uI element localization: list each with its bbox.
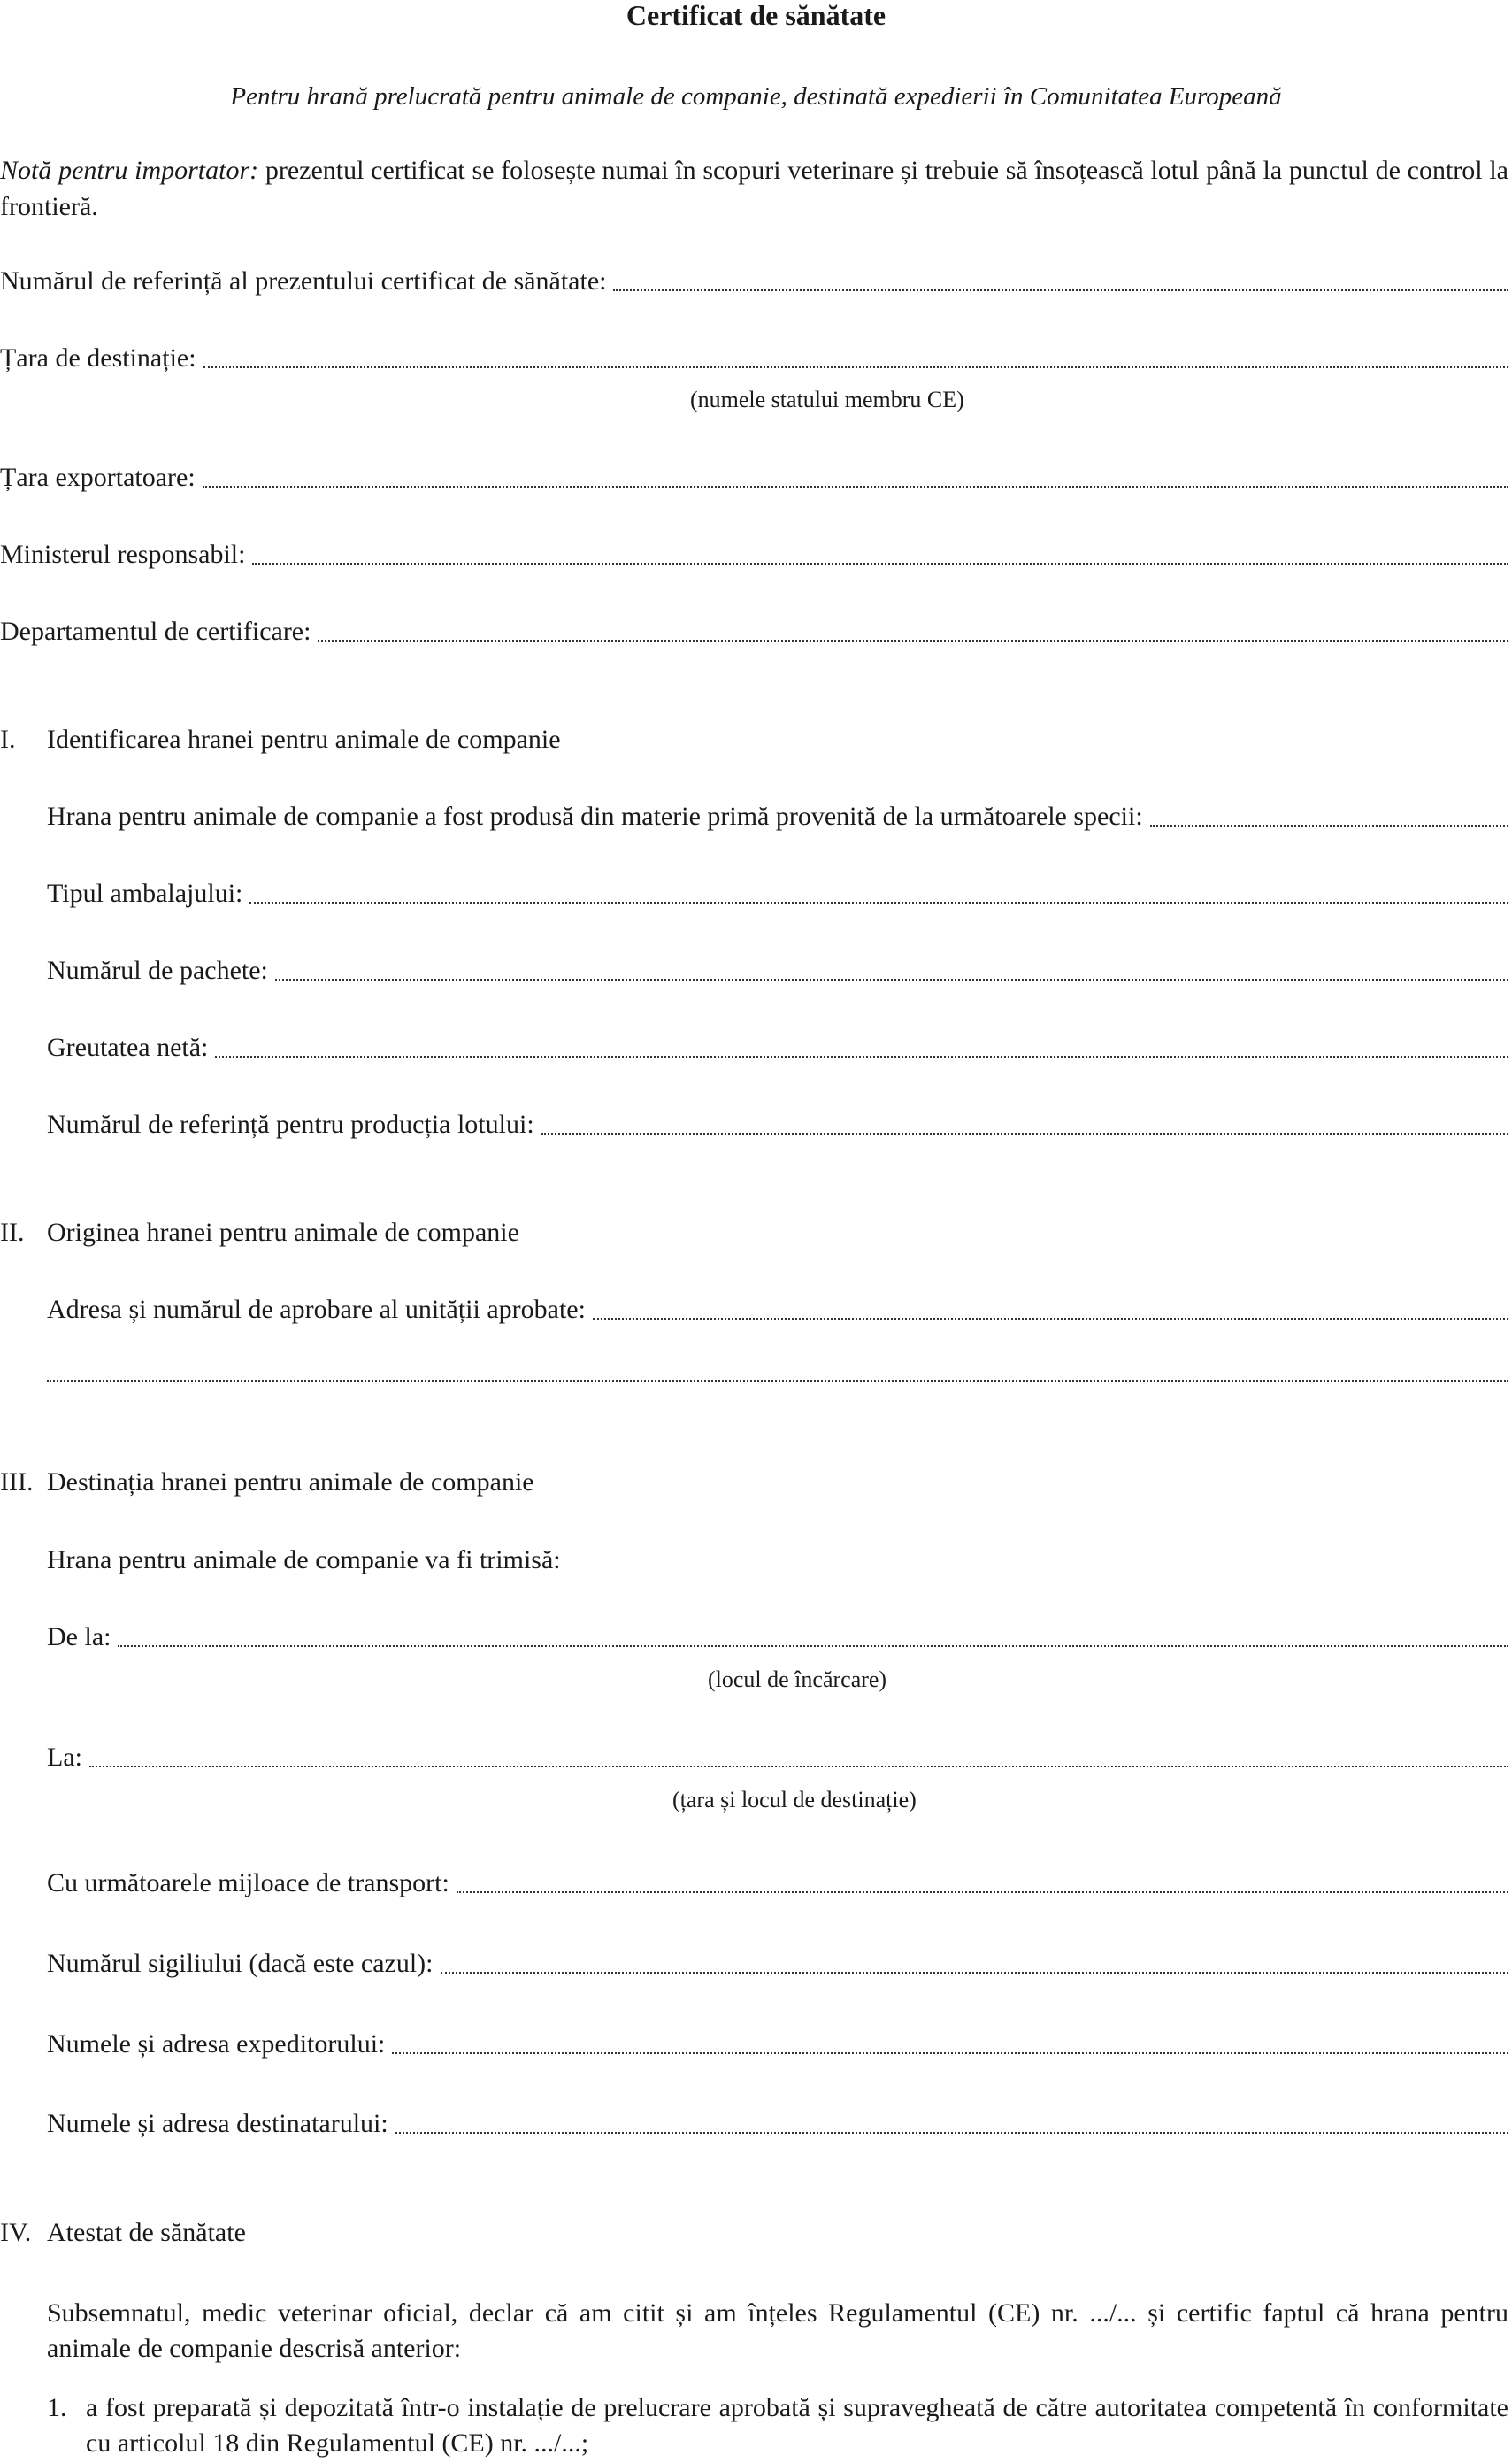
to-hint: (țara și locul de destinație) [672, 1787, 917, 1813]
destination-country-field[interactable] [0, 343, 1508, 374]
section-1-title: Identificarea hranei pentru animale de companie [47, 725, 561, 754]
attestation-item-1-text: a fost preparată și depozitată într-o instalație de prelucrare aprobată și supravegheată de către autoritatea competentă în conformitate cu articolul 18 din Regulamentul (CE) nr. .../...; [86, 2393, 1508, 2458]
batch-reference-blank[interactable] [541, 1133, 1508, 1135]
consignee-field[interactable] [47, 2108, 1508, 2140]
to-label: La: [47, 1743, 82, 1772]
to-field[interactable] [47, 1742, 1508, 1774]
net-weight-field[interactable] [47, 1032, 1508, 1064]
packaging-blank[interactable] [249, 902, 1508, 904]
reference-number-label: Numărul de referință al prezentului certificat de sănătate: [0, 266, 607, 296]
section-4-number: IV. [0, 2218, 32, 2247]
net-weight-label: Greutatea netă: [47, 1033, 209, 1062]
importer-note-label: Notă pentru importator: [0, 156, 259, 185]
dispatch-intro: Hrana pentru animale de companie va fi trimisă: [47, 1545, 561, 1574]
packages-field[interactable] [47, 955, 1508, 987]
consignee-label: Numele și adresa destinatarului: [47, 2109, 388, 2138]
exporting-country-label: Țara exportatoare: [0, 463, 196, 492]
net-weight-blank[interactable] [215, 1056, 1508, 1058]
section-2-title: Originea hranei pentru animale de companie [47, 1218, 519, 1247]
packages-blank[interactable] [275, 979, 1508, 981]
importer-note [0, 152, 1508, 225]
destination-country-hint: (numele statului membru CE) [690, 387, 964, 412]
seal-number-field[interactable] [47, 1948, 1508, 1980]
section-4-title: Atestat de sănătate [47, 2218, 246, 2247]
reference-number-field[interactable] [0, 266, 1508, 297]
species-label: Hrana pentru animale de companie a fost produsă din materie primă provenită de la următoarele specii: [47, 802, 1143, 831]
consignor-label: Numele și adresa expeditorului: [47, 2029, 386, 2059]
seal-number-label: Numărul sigiliului (dacă este cazul): [47, 1949, 434, 1978]
batch-reference-field[interactable] [47, 1109, 1508, 1141]
health-attestation-statement: Subsemnatul, medic veterinar oficial, declar că am citit și am înțeles Regulamentul (CE) nr. .../... și certific faptul că hrana pentru animale de companie descrisă anterior: [47, 2298, 1508, 2363]
establishment-address-label: Adresa și numărul de aprobare al unității aprobate: [47, 1295, 586, 1324]
establishment-address-blank[interactable] [593, 1318, 1508, 1320]
packaging-label: Tipul ambalajului: [47, 879, 243, 908]
from-hint: (locul de încărcare) [708, 1666, 887, 1692]
species-field[interactable] [47, 801, 1508, 833]
establishment-address-blank-2[interactable] [47, 1380, 1508, 1382]
section-3-number: III. [0, 1467, 34, 1497]
section-3-title: Destinația hranei pentru animale de companie [47, 1467, 534, 1497]
species-blank[interactable] [1150, 825, 1508, 827]
section-2-number: II. [0, 1218, 25, 1247]
destination-country-blank[interactable] [203, 366, 1508, 368]
from-label: De la: [47, 1622, 111, 1651]
establishment-address-line-2[interactable] [47, 1361, 1508, 1388]
ministry-label: Ministerul responsabil: [0, 540, 246, 569]
seal-number-blank[interactable] [441, 1972, 1508, 1974]
consignor-field[interactable] [47, 2028, 1508, 2060]
batch-reference-label: Numărul de referință pentru producția lotului: [47, 1110, 534, 1139]
importer-note-text: prezentul certificat se folosește numai în scopuri veterinare și trebuie să însoțească lotul până la punctul de control la frontieră. [0, 156, 1508, 221]
transport-field[interactable] [47, 1867, 1508, 1899]
from-blank[interactable] [118, 1645, 1508, 1647]
transport-label: Cu următoarele mijloace de transport: [47, 1868, 449, 1897]
department-blank[interactable] [318, 640, 1508, 642]
ministry-field[interactable] [0, 539, 1508, 571]
section-1-number: I. [0, 725, 16, 754]
consignee-blank[interactable] [395, 2132, 1508, 2134]
to-blank[interactable] [89, 1766, 1508, 1767]
consignor-blank[interactable] [392, 2052, 1508, 2054]
from-field[interactable] [47, 1621, 1508, 1653]
department-field[interactable] [0, 616, 1508, 648]
attestation-item-1-number: 1. [47, 2393, 67, 2422]
attestation-item-1 [47, 2390, 1508, 2461]
department-label: Departamentul de certificare: [0, 617, 311, 646]
exporting-country-blank[interactable] [203, 486, 1508, 488]
document-subtitle: Pentru hrană prelucrată pentru animale de companie, destinată expedierii în Comunitatea Europeană [230, 82, 1282, 111]
packages-label: Numărul de pachete: [47, 956, 268, 985]
ministry-blank[interactable] [252, 563, 1508, 565]
establishment-address-field[interactable] [47, 1294, 1508, 1326]
destination-country-label: Țara de destinație: [0, 343, 196, 373]
reference-number-blank[interactable] [613, 289, 1508, 291]
transport-blank[interactable] [457, 1891, 1508, 1893]
exporting-country-field[interactable] [0, 462, 1508, 494]
document-title: Certificat de sănătate [626, 0, 886, 31]
packaging-field[interactable] [47, 878, 1508, 910]
